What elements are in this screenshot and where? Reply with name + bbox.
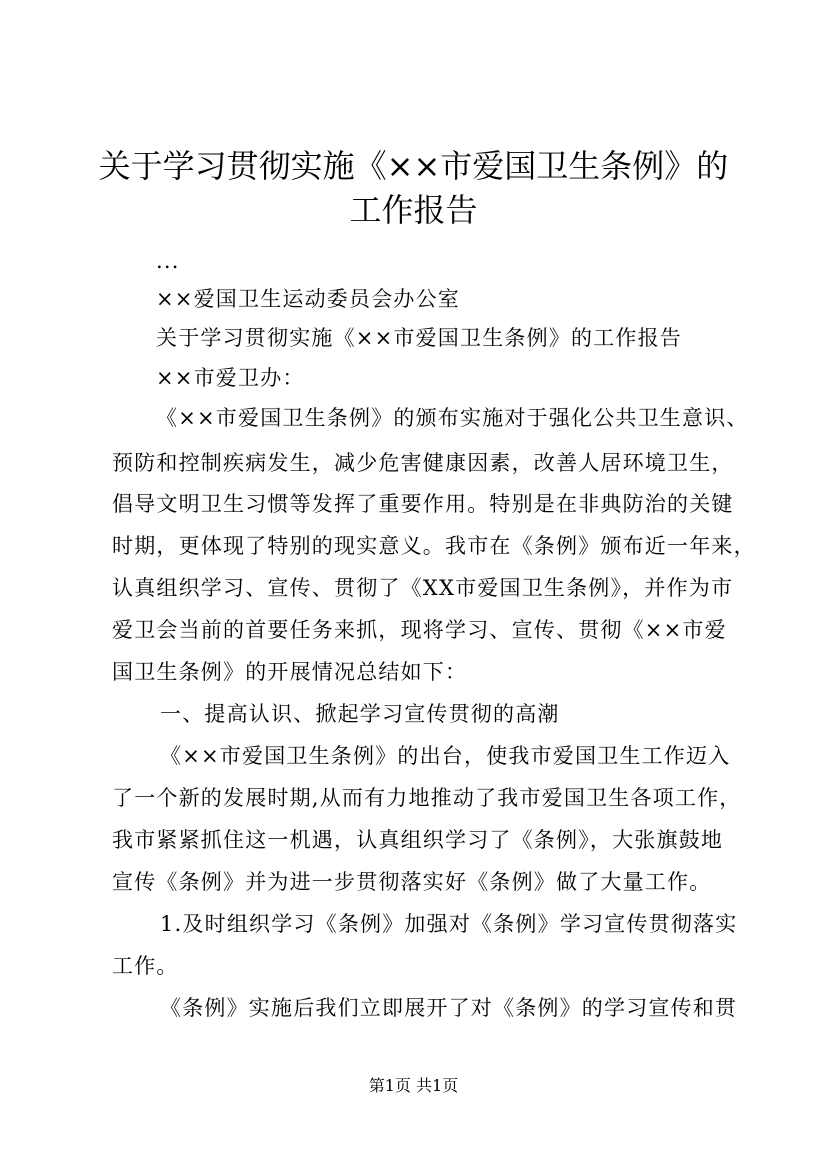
body-line: 爱卫会当前的首要任务来抓，现将学习、宣传、贯彻《××市爱 [112, 618, 727, 642]
page-footer: 第1页 共1页 [368, 1076, 459, 1095]
body-line: 我市紧紧抓住这一机遇，认真组织学习了《条例》，大张旗鼓地 [112, 828, 724, 852]
body-line: 《××市爱国卫生条例》的出台，使我市爱国卫生工作迈入 [160, 744, 731, 768]
issuing-organization: ××爱国卫生运动委员会办公室 [156, 287, 460, 311]
body-line: 《××市爱国卫生条例》的颁布实施对于强化公共卫生意识、 [156, 406, 749, 430]
recipient: ××市爱卫办： [156, 366, 305, 390]
body-line: 工作。 [112, 954, 179, 978]
report-subject: 关于学习贯彻实施《××市爱国卫生条例》的工作报告 [156, 326, 682, 350]
body-line: 国卫生条例》的开展情况总结如下： [112, 660, 468, 684]
body-line: 时期，更体现了特别的现实意义。我市在《条例》颁布近一年来， [112, 534, 756, 558]
body-line: 《条例》实施后我们立即展开了对《条例》的学习宣传和贯 [160, 996, 738, 1020]
document-title-line-2: 工作报告 [349, 191, 478, 229]
section-heading: 一、提高认识、掀起学习宣传贯彻的高潮 [160, 702, 560, 726]
body-line: 宣传《条例》并为进一步贯彻落实好《条例》做了大量工作。 [112, 870, 712, 894]
body-line: 倡导文明卫生习惯等发挥了重要作用。特别是在非典防治的关键 [112, 492, 734, 516]
subsection-heading: 1.及时组织学习《条例》加强对《条例》学习宣传贯彻落实 [160, 912, 738, 936]
body-line: 预防和控制疾病发生，减少危害健康因素，改善人居环境卫生， [112, 451, 734, 475]
document-title-line-1: 关于学习贯彻实施《××市爱国卫生条例》的 [98, 147, 729, 185]
body-line: 认真组织学习、宣传、贯彻了《XX市爱国卫生条例》，并作为市 [112, 576, 734, 600]
ellipsis-text: ... [156, 249, 180, 273]
body-line: 了一个新的发展时期,从而有力地推动了我市爱国卫生各项工作， [112, 786, 742, 810]
